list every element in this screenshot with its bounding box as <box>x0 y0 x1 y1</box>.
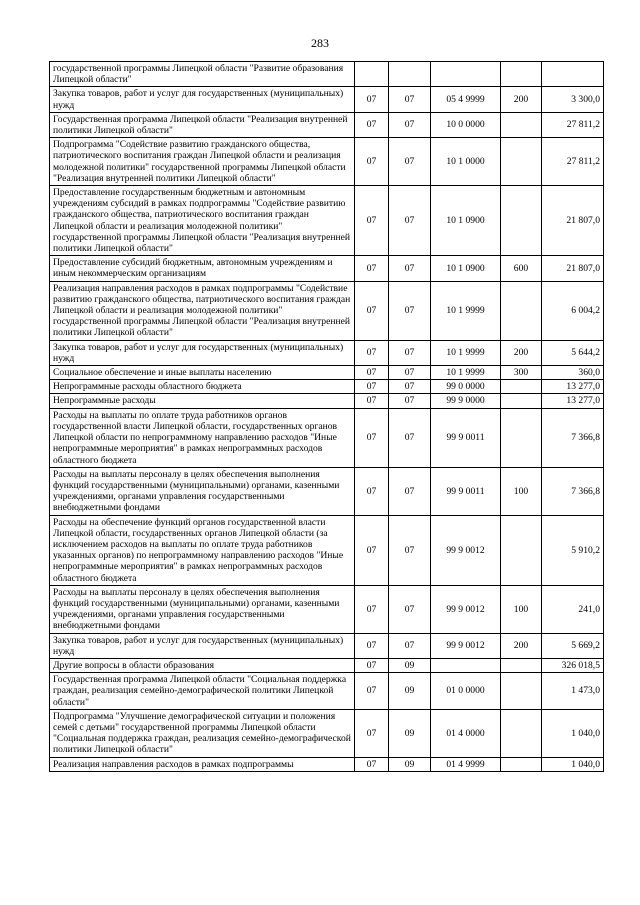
cell-subsection: 07 <box>389 366 431 380</box>
cell-subsection: 07 <box>389 633 431 658</box>
table-row <box>50 633 604 658</box>
cell-expense-type <box>501 394 542 408</box>
cell-name: Закупка товаров, работ и услуг для государственных (муниципальных) нужд <box>50 633 355 658</box>
cell-expense-type <box>501 281 542 340</box>
cell-section: 07 <box>355 408 389 467</box>
cell-target-article: 01 0 0000 <box>431 673 501 710</box>
cell-subsection <box>389 62 431 87</box>
cell-amount: 13 277,0 <box>542 380 604 394</box>
cell-amount: 326 018,5 <box>542 658 604 672</box>
budget-table <box>49 61 604 772</box>
cell-target-article: 10 1 0900 <box>431 256 501 281</box>
table-row <box>50 281 604 340</box>
cell-section: 07 <box>355 515 389 585</box>
cell-target-article: 99 9 0012 <box>431 633 501 658</box>
cell-target-article <box>431 62 501 87</box>
table-row <box>50 408 604 467</box>
cell-amount: 1 040,0 <box>542 709 604 757</box>
table-row <box>50 62 604 87</box>
cell-section: 07 <box>355 281 389 340</box>
cell-section: 07 <box>355 673 389 710</box>
cell-subsection: 07 <box>389 408 431 467</box>
cell-subsection: 07 <box>389 340 431 365</box>
cell-subsection: 07 <box>389 467 431 515</box>
cell-name: Реализация направления расходов в рамках подпрограммы <box>50 757 355 771</box>
cell-target-article <box>431 658 501 672</box>
table-row <box>50 112 604 137</box>
cell-amount: 6 004,2 <box>542 281 604 340</box>
cell-subsection: 09 <box>389 757 431 771</box>
cell-section: 07 <box>355 757 389 771</box>
page-number: 283 <box>311 36 329 50</box>
cell-target-article: 10 1 0000 <box>431 138 501 186</box>
cell-name: Реализация направления расходов в рамках подпрограммы "Содействие развитию гражданского общества, патриотического воспитания граждан Липецкой области и реализация молодежной политики" государственной программы Липецкой области "Реализация внутренней политики Липецкой области" <box>50 281 355 340</box>
cell-target-article: 01 4 9999 <box>431 757 501 771</box>
cell-amount: 27 811,2 <box>542 112 604 137</box>
table-row <box>50 340 604 365</box>
cell-amount: 21 807,0 <box>542 186 604 256</box>
cell-section: 07 <box>355 633 389 658</box>
cell-target-article: 10 1 0900 <box>431 186 501 256</box>
cell-section: 07 <box>355 709 389 757</box>
cell-name: Подпрограмма "Улучшение демографической ситуации и положения семей с детьми" государственной программы Липецкой области "Социальная поддержка граждан, реализация семейно-демографической политики Липецкой области" <box>50 709 355 757</box>
cell-name: Предоставление субсидий бюджетным, автономным учреждениям и иным некоммерческим организациям <box>50 256 355 281</box>
cell-section: 07 <box>355 366 389 380</box>
cell-subsection: 07 <box>389 585 431 633</box>
cell-subsection: 07 <box>389 186 431 256</box>
cell-subsection: 07 <box>389 281 431 340</box>
cell-name: государственной программы Липецкой области "Развитие образования Липецкой области" <box>50 62 355 87</box>
cell-subsection: 09 <box>389 658 431 672</box>
cell-section: 07 <box>355 186 389 256</box>
cell-target-article: 05 4 9999 <box>431 87 501 112</box>
cell-subsection: 07 <box>389 394 431 408</box>
cell-expense-type <box>501 658 542 672</box>
cell-section: 07 <box>355 340 389 365</box>
cell-target-article: 01 4 0000 <box>431 709 501 757</box>
cell-name: Закупка товаров, работ и услуг для государственных (муниципальных) нужд <box>50 87 355 112</box>
table-row <box>50 515 604 585</box>
table-row <box>50 394 604 408</box>
cell-subsection: 07 <box>389 112 431 137</box>
cell-subsection: 09 <box>389 673 431 710</box>
table-row <box>50 658 604 672</box>
cell-subsection: 09 <box>389 709 431 757</box>
cell-amount: 7 366,8 <box>542 408 604 467</box>
cell-section <box>355 62 389 87</box>
cell-name: Государственная программа Липецкой области "Реализация внутренней политики Липецкой области" <box>50 112 355 137</box>
cell-amount: 27 811,2 <box>542 138 604 186</box>
table-row <box>50 366 604 380</box>
table-row <box>50 138 604 186</box>
cell-expense-type <box>501 380 542 394</box>
cell-name: Предоставление государственным бюджетным и автономным учреждениям субсидий в рамках подпрограммы "Содействие развитию гражданского общества, патриотического воспитания граждан Липецкой области и реализация молодежной политики" государственной программы Липецкой области "Реализация внутренней политики Липецкой области" <box>50 186 355 256</box>
cell-name: Расходы на обеспечение функций органов государственной власти Липецкой области, государственных органов Липецкой области (за исключением расходов на выплаты по оплате труда работников указанных органов) по непрограммному направлению расходов "Иные непрограммные мероприятия" в рамках непрограммных расходов областного бюджета <box>50 515 355 585</box>
cell-name: Закупка товаров, работ и услуг для государственных (муниципальных) нужд <box>50 340 355 365</box>
cell-name: Расходы на выплаты персоналу в целях обеспечения выполнения функций государственными (муниципальными) органами, казенными учреждениями, органами управления государственными внебюджетными фондами <box>50 467 355 515</box>
cell-expense-type <box>501 62 542 87</box>
table-row <box>50 709 604 757</box>
cell-amount: 5 910,2 <box>542 515 604 585</box>
cell-amount: 360,0 <box>542 366 604 380</box>
cell-expense-type <box>501 515 542 585</box>
cell-name: Подпрограмма "Содействие развитию гражданского общества, патриотического воспитания граждан Липецкой области и реализация молодежной политики" государственной программы Липецкой области "Реализация внутренней политики Липецкой области" <box>50 138 355 186</box>
cell-amount: 7 366,8 <box>542 467 604 515</box>
cell-amount: 5 644,2 <box>542 340 604 365</box>
budget-table-body <box>50 62 604 772</box>
table-row <box>50 186 604 256</box>
cell-name: Расходы на выплаты по оплате труда работников органов государственной власти Липецкой области, государственных органов Липецкой области по непрограммному направлению расходов "Иные непрограммные мероприятия" в рамках непрограммных расходов областного бюджета <box>50 408 355 467</box>
cell-amount: 5 669,2 <box>542 633 604 658</box>
cell-section: 07 <box>355 380 389 394</box>
table-row <box>50 757 604 771</box>
cell-amount <box>542 62 604 87</box>
cell-expense-type <box>501 112 542 137</box>
cell-amount: 13 277,0 <box>542 394 604 408</box>
table-row <box>50 87 604 112</box>
cell-target-article: 99 0 0000 <box>431 380 501 394</box>
table-row <box>50 256 604 281</box>
cell-amount: 1 473,0 <box>542 673 604 710</box>
cell-section: 07 <box>355 87 389 112</box>
cell-subsection: 07 <box>389 256 431 281</box>
cell-section: 07 <box>355 585 389 633</box>
cell-name: Социальное обеспечение и иные выплаты населению <box>50 366 355 380</box>
table-row <box>50 673 604 710</box>
cell-expense-type <box>501 408 542 467</box>
cell-expense-type: 200 <box>501 633 542 658</box>
cell-subsection: 07 <box>389 87 431 112</box>
cell-subsection: 07 <box>389 138 431 186</box>
cell-target-article: 10 1 9999 <box>431 366 501 380</box>
cell-target-article: 99 9 0011 <box>431 467 501 515</box>
cell-expense-type: 100 <box>501 467 542 515</box>
cell-name: Непрограммные расходы областного бюджета <box>50 380 355 394</box>
cell-target-article: 99 9 0000 <box>431 394 501 408</box>
cell-section: 07 <box>355 658 389 672</box>
cell-expense-type <box>501 757 542 771</box>
cell-target-article: 99 9 0012 <box>431 515 501 585</box>
cell-target-article: 10 1 9999 <box>431 281 501 340</box>
cell-section: 07 <box>355 467 389 515</box>
cell-target-article: 99 9 0011 <box>431 408 501 467</box>
table-row <box>50 467 604 515</box>
cell-expense-type: 100 <box>501 585 542 633</box>
cell-subsection: 07 <box>389 380 431 394</box>
cell-target-article: 10 1 9999 <box>431 340 501 365</box>
cell-amount: 241,0 <box>542 585 604 633</box>
cell-expense-type: 200 <box>501 87 542 112</box>
cell-expense-type: 300 <box>501 366 542 380</box>
cell-expense-type <box>501 186 542 256</box>
cell-section: 07 <box>355 256 389 281</box>
cell-target-article: 10 0 0000 <box>431 112 501 137</box>
cell-name: Расходы на выплаты персоналу в целях обеспечения выполнения функций государственными (муниципальными) органами, казенными учреждениями, органами управления государственными внебюджетными фондами <box>50 585 355 633</box>
cell-expense-type: 600 <box>501 256 542 281</box>
cell-expense-type <box>501 138 542 186</box>
cell-section: 07 <box>355 394 389 408</box>
cell-name: Непрограммные расходы <box>50 394 355 408</box>
table-row <box>50 585 604 633</box>
cell-amount: 21 807,0 <box>542 256 604 281</box>
cell-section: 07 <box>355 138 389 186</box>
cell-amount: 3 300,0 <box>542 87 604 112</box>
cell-expense-type <box>501 709 542 757</box>
cell-expense-type <box>501 673 542 710</box>
cell-subsection: 07 <box>389 515 431 585</box>
table-row <box>50 380 604 394</box>
cell-target-article: 99 9 0012 <box>431 585 501 633</box>
cell-expense-type: 200 <box>501 340 542 365</box>
cell-name: Государственная программа Липецкой области "Социальная поддержка граждан, реализация семейно-демографической политики Липецкой области" <box>50 673 355 710</box>
cell-section: 07 <box>355 112 389 137</box>
cell-name: Другие вопросы в области образования <box>50 658 355 672</box>
cell-amount: 1 040,0 <box>542 757 604 771</box>
